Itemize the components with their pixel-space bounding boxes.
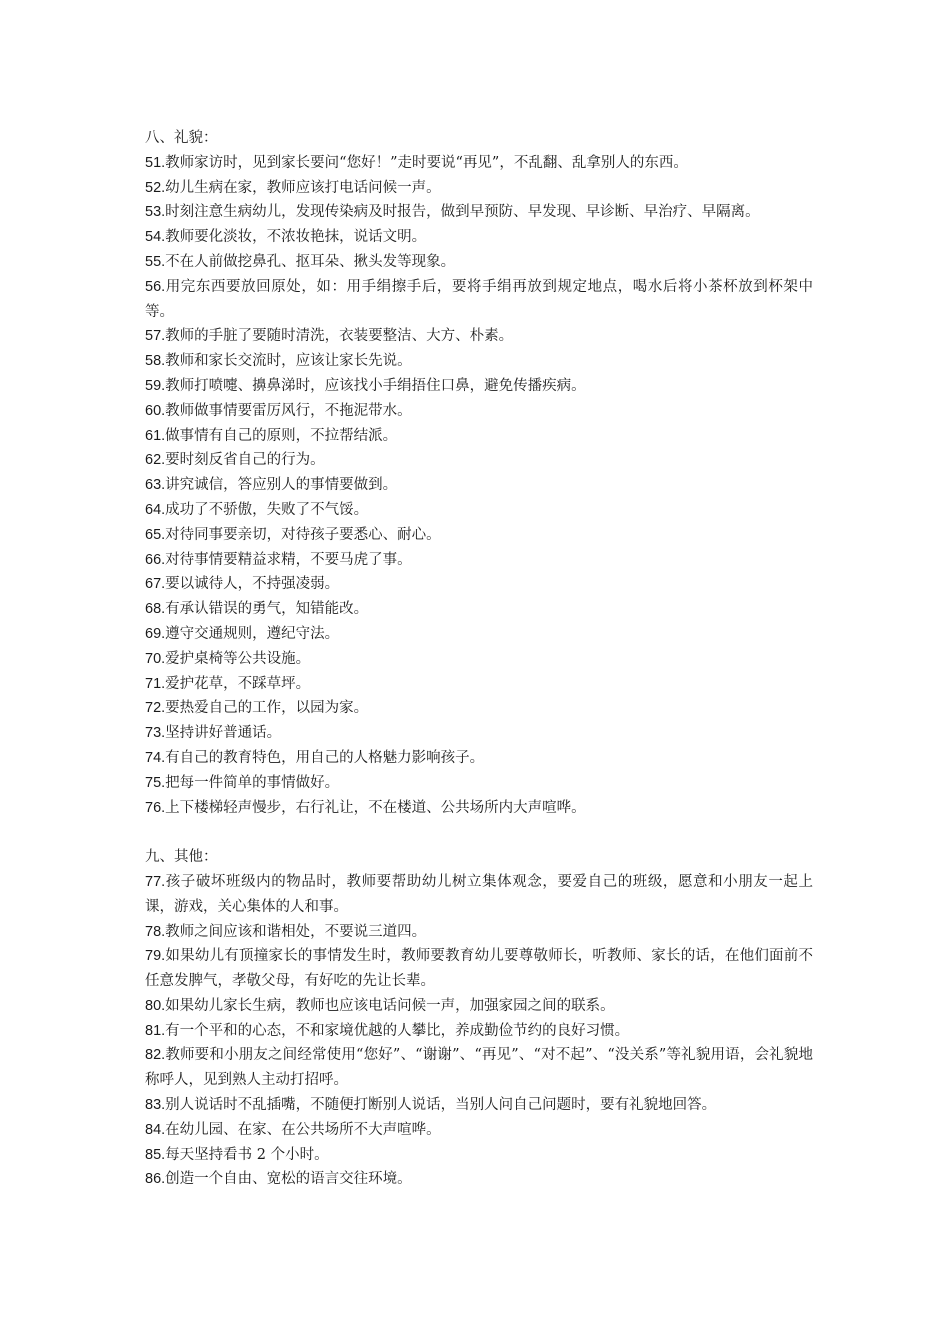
item-number: 60. xyxy=(145,402,166,419)
item-number: 68. xyxy=(145,601,166,618)
item-list xyxy=(145,870,813,1192)
list-item xyxy=(145,1167,813,1192)
item-number: 86. xyxy=(145,1171,166,1188)
item-text: 教师之间应该和谐相处，不要说三道四。 xyxy=(165,923,427,940)
list-item xyxy=(145,771,813,796)
item-number: 80. xyxy=(145,997,166,1014)
item-number: 52. xyxy=(145,179,166,196)
item-text: 如果幼儿家长生病，教师也应该电话问候一声，加强家园之间的联系。 xyxy=(165,997,615,1014)
item-number: 71. xyxy=(145,675,166,692)
item-number: 81. xyxy=(145,1022,166,1039)
item-number: 69. xyxy=(145,625,166,642)
section-etiquette xyxy=(145,126,813,820)
list-item xyxy=(145,374,813,399)
item-number: 65. xyxy=(145,526,166,543)
list-item xyxy=(145,572,813,597)
item-text: 创造一个自由、宽松的语言交往环境。 xyxy=(165,1171,412,1188)
item-text: 对待事情要精益求精，不要马虎了事。 xyxy=(165,551,412,568)
item-text: 要时刻反省自己的行为。 xyxy=(165,452,325,469)
item-list xyxy=(145,151,813,821)
list-item xyxy=(145,275,813,325)
item-text: 教师的手脏了要随时清洗，衣装要整洁、大方、朴素。 xyxy=(165,328,514,345)
item-text: 爱护桌椅等公共设施。 xyxy=(165,650,311,667)
document-page xyxy=(145,126,813,1192)
list-item xyxy=(145,324,813,349)
item-number: 79. xyxy=(145,948,166,965)
list-item xyxy=(145,672,813,697)
list-item xyxy=(145,1019,813,1044)
item-text: 有自己的教育特色，用自己的人格魅力影响孩子。 xyxy=(165,749,485,766)
item-text: 教师打喷嚏、擤鼻涕时，应该找小手绢捂住口鼻，避免传播疾病。 xyxy=(165,377,586,394)
list-item xyxy=(145,176,813,201)
list-item xyxy=(145,523,813,548)
list-item xyxy=(145,696,813,721)
item-number: 58. xyxy=(145,353,166,370)
item-number: 72. xyxy=(145,700,166,717)
item-text: 要热爱自己的工作，以园为家。 xyxy=(165,700,369,717)
list-item xyxy=(145,349,813,374)
item-number: 63. xyxy=(145,477,166,494)
item-text: 有承认错误的勇气，知错能改。 xyxy=(165,601,369,618)
list-item xyxy=(145,944,813,994)
list-item xyxy=(145,647,813,672)
item-number: 61. xyxy=(145,427,166,444)
item-text: 讲究诚信，答应别人的事情要做到。 xyxy=(165,477,398,494)
item-number: 64. xyxy=(145,501,166,518)
list-item xyxy=(145,1043,813,1093)
item-number: 78. xyxy=(145,923,166,940)
item-number: 51. xyxy=(145,154,166,171)
item-number: 73. xyxy=(145,725,166,742)
item-text: 把每一件简单的事情做好。 xyxy=(165,774,340,791)
list-item xyxy=(145,1118,813,1143)
item-number: 66. xyxy=(145,551,166,568)
item-text: 教师和家长交流时，应该让家长先说。 xyxy=(165,353,412,370)
item-number: 67. xyxy=(145,576,166,593)
list-item xyxy=(145,548,813,573)
list-item xyxy=(145,399,813,424)
list-item xyxy=(145,796,813,821)
item-number: 76. xyxy=(145,799,166,816)
item-number: 77. xyxy=(145,873,166,890)
list-item xyxy=(145,250,813,275)
item-text: 在幼儿园、在家、在公共场所不大声喧哗。 xyxy=(165,1121,441,1138)
section-other xyxy=(145,845,813,1192)
item-number: 56. xyxy=(145,278,166,295)
list-item xyxy=(145,448,813,473)
item-number: 84. xyxy=(145,1121,166,1138)
list-item xyxy=(145,920,813,945)
item-number: 53. xyxy=(145,204,166,221)
item-text: 幼儿生病在家，教师应该打电话问候一声。 xyxy=(165,179,441,196)
item-number: 74. xyxy=(145,749,166,766)
item-text: 坚持讲好普通话。 xyxy=(165,725,282,742)
section-spacer xyxy=(145,820,813,845)
list-item xyxy=(145,225,813,250)
item-text: 有一个平和的心态，不和家境优越的人攀比，养成勤俭节约的良好习惯。 xyxy=(165,1022,630,1039)
list-item xyxy=(145,597,813,622)
item-text: 做事情有自己的原则，不拉帮结派。 xyxy=(165,427,398,444)
item-number: 85. xyxy=(145,1146,166,1163)
section-title: 八、礼貌： xyxy=(145,130,218,146)
list-item xyxy=(145,1093,813,1118)
item-number: 57. xyxy=(145,328,166,345)
item-text: 教师家访时，见到家长要问“您好！”走时要说“再见”，不乱翻、乱拿别人的东西。 xyxy=(165,154,688,171)
item-text: 时刻注意生病幼儿，发现传染病及时报告，做到早预防、早发现、早诊断、早治疗、早隔离。 xyxy=(165,204,760,221)
item-text: 爱护花草，不踩草坪。 xyxy=(165,675,311,692)
item-number: 70. xyxy=(145,650,166,667)
item-number: 54. xyxy=(145,229,166,246)
list-item xyxy=(145,994,813,1019)
item-number: 55. xyxy=(145,253,166,270)
item-text: 要以诚待人，不持强凌弱。 xyxy=(165,576,340,593)
list-item xyxy=(145,1143,813,1168)
item-text: 对待同事要亲切，对待孩子要悉心、耐心。 xyxy=(165,526,441,543)
item-text: 如果幼儿有顶撞家长的事情发生时，教师要教育幼儿要尊敬师长，听教师、家长的话，在他们面前不任意发脾气，孝敬父母，有好吃的先让长辈。 xyxy=(145,948,813,990)
list-item xyxy=(145,870,813,920)
list-item xyxy=(145,473,813,498)
item-number: 83. xyxy=(145,1097,166,1114)
list-item xyxy=(145,424,813,449)
item-text: 成功了不骄傲，失败了不气馁。 xyxy=(165,501,369,518)
list-item xyxy=(145,746,813,771)
list-item xyxy=(145,200,813,225)
list-item xyxy=(145,622,813,647)
item-text: 每天坚持看书 2 个小时。 xyxy=(165,1146,329,1163)
list-item xyxy=(145,151,813,176)
item-number: 59. xyxy=(145,377,166,394)
item-number: 75. xyxy=(145,774,166,791)
item-number: 82. xyxy=(145,1047,166,1064)
item-text: 不在人前做挖鼻孔、抠耳朵、揪头发等现象。 xyxy=(165,253,456,270)
list-item xyxy=(145,498,813,523)
item-text: 别人说话时不乱插嘴，不随便打断别人说话，当别人问自己问题时，要有礼貌地回答。 xyxy=(165,1097,717,1114)
section-title: 九、其他： xyxy=(145,849,218,866)
item-text: 用完东西要放回原处，如：用手绢擦手后，要将手绢再放到规定地点，喝水后将小茶杯放到杯架中等。 xyxy=(145,278,813,320)
item-text: 教师做事情要雷厉风行，不拖泥带水。 xyxy=(165,402,412,419)
item-text: 上下楼梯轻声慢步，右行礼让，不在楼道、公共场所内大声喧哗。 xyxy=(165,799,586,816)
item-text: 教师要化淡妆，不浓妆艳抹，说话文明。 xyxy=(165,229,427,246)
item-text: 遵守交通规则，遵纪守法。 xyxy=(165,625,340,642)
list-item xyxy=(145,721,813,746)
item-text: 孩子破坏班级内的物品时，教师要帮助幼儿树立集体观念，要爱自己的班级，愿意和小朋友一起上课，游戏，关心集体的人和事。 xyxy=(145,873,813,915)
item-number: 62. xyxy=(145,452,166,469)
item-text: 教师要和小朋友之间经常使用“您好”、“谢谢”、“再见”、“对不起”、“没关系”等礼貌用语，会礼貌地称呼人，见到熟人主动打招呼。 xyxy=(145,1047,813,1089)
